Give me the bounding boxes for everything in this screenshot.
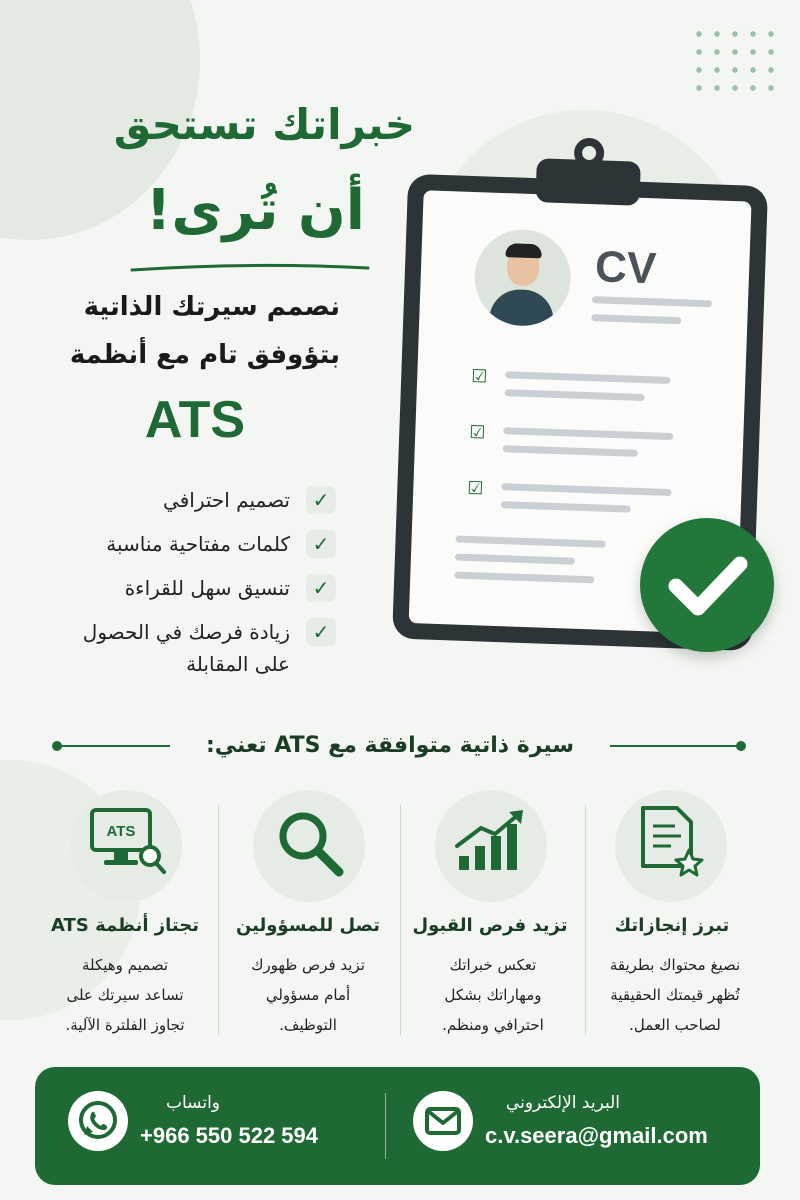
benefit-desc-2-line-1: تزيد فرص ظهورك (251, 956, 365, 974)
feature-item-4: زيادة فرصك في الحصول (82, 620, 290, 644)
subheadline-line-1: نصمم سيرتك الذاتية (83, 292, 340, 322)
check-icon: ✓ (306, 618, 336, 646)
email-value[interactable]: c.v.seera@gmail.com (485, 1123, 708, 1148)
separator-dot-right (736, 741, 746, 751)
checkmark-icon (640, 518, 774, 652)
contact-footer (35, 1067, 760, 1185)
headline-underline (130, 262, 370, 276)
feature-item-1: تصميم احترافي (163, 488, 290, 512)
check-icon: ✓ (306, 530, 336, 558)
benefit-title-4: تبرز إنجازاتك (614, 915, 730, 936)
benefit-title-3: تزيد فرص القبول (412, 915, 568, 936)
feature-item-2: كلمات مفتاحية مناسبة (106, 532, 290, 556)
magnifier-icon (273, 806, 349, 882)
email-icon-circle[interactable] (413, 1091, 473, 1151)
cv-label: CV (594, 242, 658, 294)
feature-item-4-continued: على المقابلة (186, 652, 290, 676)
whatsapp-icon-circle[interactable] (68, 1091, 128, 1151)
checkbox-icon: ☑ (468, 421, 486, 444)
feature-item-3: تنسيق سهل للقراءة (124, 576, 290, 600)
separator-line-left (60, 745, 170, 747)
benefit-desc-3-line-3: احترافي ومنظم. (442, 1016, 544, 1034)
growth-chart-icon (453, 806, 531, 876)
whatsapp-label: واتساب (165, 1093, 220, 1113)
whatsapp-number[interactable]: +966 550 522 594 (140, 1123, 319, 1148)
email-label: البريد الإلكتروني (505, 1093, 620, 1113)
benefit-desc-1-line-1: تصميم وهيكلة (81, 956, 169, 974)
ats-monitor-icon (88, 806, 168, 882)
check-icon: ✓ (306, 486, 336, 514)
benefit-desc-2-line-2: أمام مسؤولي (265, 986, 351, 1004)
benefit-title-2: تصل للمسؤولين (235, 915, 381, 936)
headline-line-1: خبراتك تستحق (113, 100, 415, 149)
headline-line-2: أن تُرى! (145, 178, 365, 243)
benefit-desc-4-line-1: نصيغ محتواك بطريقة (609, 956, 741, 974)
whatsapp-icon (68, 1091, 128, 1151)
benefit-title-1: تجتاز أنظمة ATS (51, 915, 199, 936)
benefit-desc-4-line-3: لصاحب العمل. (629, 1016, 721, 1034)
checkbox-icon: ☑ (470, 366, 488, 388)
benefit-desc-3-line-1: تعكس خبراتك (449, 956, 537, 974)
ats-icon-text: ATS (106, 823, 136, 840)
document-star-icon (635, 804, 709, 880)
separator-line-right (610, 745, 740, 747)
section-title: سيرة ذاتية متوافقة مع ATS تعني: (205, 733, 575, 758)
benefit-desc-2-line-3: التوظيف. (279, 1016, 337, 1034)
footer-divider (385, 1093, 386, 1159)
decorative-dots (690, 25, 780, 95)
benefit-desc-1-line-2: تساعد سيرتك على (66, 986, 184, 1004)
check-icon: ✓ (306, 574, 336, 602)
envelope-icon (413, 1091, 473, 1151)
subheadline-ats: ATS (144, 391, 246, 449)
benefit-desc-1-line-3: تجاوز الفلترة الآلية. (65, 1016, 185, 1034)
subheadline-line-2: بتؤوفق تام مع أنظمة (69, 340, 340, 370)
benefit-desc-3-line-2: ومهاراتك بشكل (444, 986, 542, 1004)
approved-check-badge (640, 518, 774, 652)
checkbox-icon: ☑ (466, 477, 484, 500)
benefit-desc-4-line-2: تُظهر قيمتك الحقيقية (610, 986, 740, 1004)
